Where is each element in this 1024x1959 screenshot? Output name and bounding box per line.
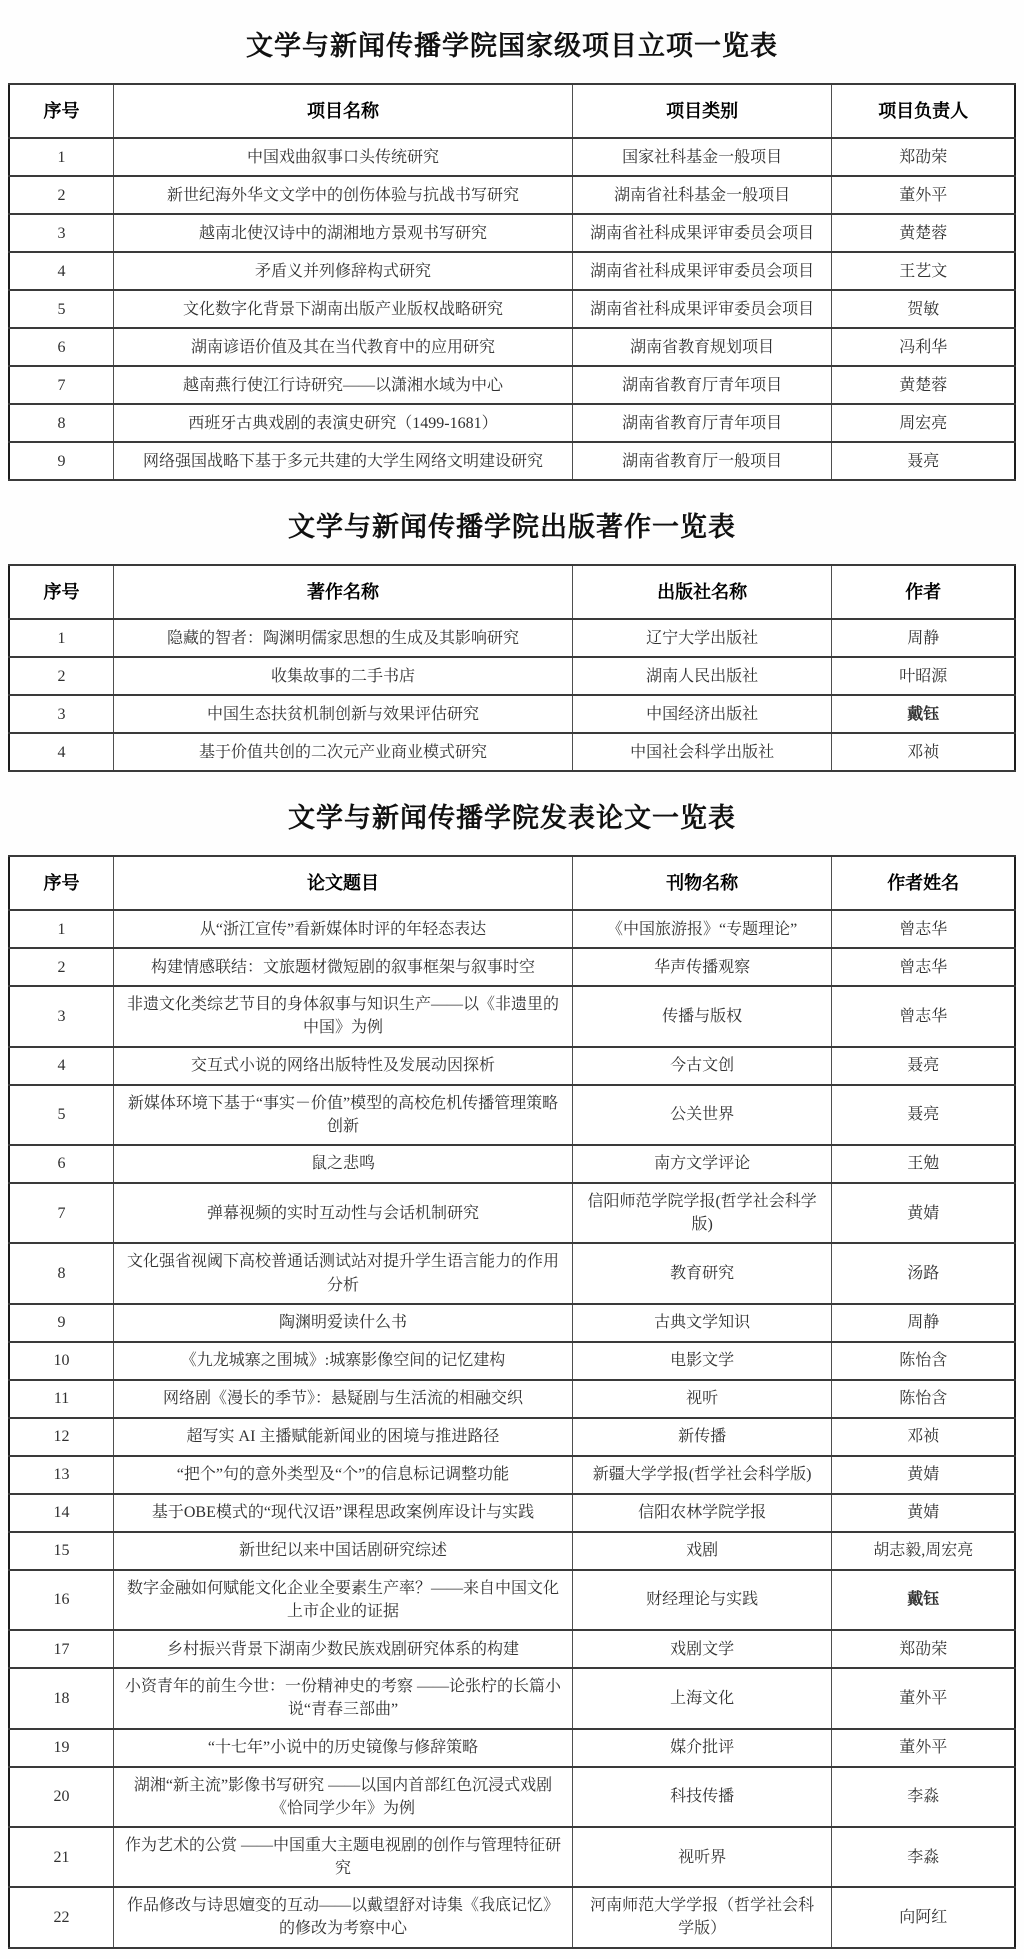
column-header: 作者姓名 xyxy=(832,856,1015,910)
project-leader-cell: 黄楚蓉 xyxy=(832,366,1015,404)
author-cell: 聂亮 xyxy=(832,1085,1015,1145)
column-header: 序号 xyxy=(9,856,114,910)
publisher-cell: 中国经济出版社 xyxy=(572,695,832,733)
serial-cell: 7 xyxy=(9,1183,114,1243)
project-leader-cell: 冯利华 xyxy=(832,328,1015,366)
project-leader-cell: 黄楚蓉 xyxy=(832,214,1015,252)
serial-cell: 6 xyxy=(9,1145,114,1183)
project-category-cell: 湖南省教育厅青年项目 xyxy=(572,366,832,404)
projects-table-title: 文学与新闻传播学院国家级项目立项一览表 xyxy=(246,31,778,61)
column-header: 项目负责人 xyxy=(832,84,1015,138)
book-title-cell: 基于价值共创的二次元产业商业模式研究 xyxy=(114,733,573,771)
paper-title-cell: 文化强省视阈下高校普通话测试站对提升学生语言能力的作用分析 xyxy=(114,1243,573,1303)
table-row xyxy=(9,1570,1015,1630)
journal-cell: 公关世界 xyxy=(572,1085,832,1145)
table-row xyxy=(9,1342,1015,1380)
project-name-cell: 新世纪海外华文文学中的创伤体验与抗战书写研究 xyxy=(114,176,573,214)
project-name-cell: 越南北使汉诗中的湖湘地方景观书写研究 xyxy=(114,214,573,252)
table-row xyxy=(9,214,1015,252)
paper-title-cell: 数字金融如何赋能文化企业全要素生产率？——来自中国文化上市企业的证据 xyxy=(114,1570,573,1630)
serial-cell: 6 xyxy=(9,328,114,366)
journal-cell: 新传播 xyxy=(572,1418,832,1456)
journal-cell: 南方文学评论 xyxy=(572,1145,832,1183)
serial-cell: 1 xyxy=(9,619,114,657)
table-row xyxy=(9,1887,1015,1947)
column-header: 出版社名称 xyxy=(572,565,832,619)
paper-title-cell: 作为艺术的公赏 ——中国重大主题电视剧的创作与管理特征研究 xyxy=(114,1827,573,1887)
serial-cell: 7 xyxy=(9,366,114,404)
table-row xyxy=(9,695,1015,733)
table-row xyxy=(9,1827,1015,1887)
table-row xyxy=(9,657,1015,695)
table-row xyxy=(9,138,1015,176)
paper-title-cell: 弹幕视频的实时互动性与会话机制研究 xyxy=(114,1183,573,1243)
author-cell: 周静 xyxy=(832,619,1015,657)
author-cell: 曾志华 xyxy=(832,910,1015,948)
author-cell: 曾志华 xyxy=(832,948,1015,986)
paper-title-cell: 新世纪以来中国话剧研究综述 xyxy=(114,1532,573,1570)
serial-cell: 12 xyxy=(9,1418,114,1456)
table-row xyxy=(9,1418,1015,1456)
project-category-cell: 湖南省教育厅一般项目 xyxy=(572,442,832,480)
paper-title-cell: 从“浙江宣传”看新媒体时评的年轻态表达 xyxy=(114,910,573,948)
author-cell: 戴钰 xyxy=(832,1570,1015,1630)
serial-cell: 18 xyxy=(9,1668,114,1728)
serial-cell: 4 xyxy=(9,1047,114,1085)
serial-cell: 5 xyxy=(9,290,114,328)
table-row xyxy=(9,1456,1015,1494)
journal-cell: 河南师范大学学报（哲学社会科学版） xyxy=(572,1887,832,1947)
paper-title-cell: 乡村振兴背景下湖南少数民族戏剧研究体系的构建 xyxy=(114,1630,573,1668)
table-row xyxy=(9,1767,1015,1827)
paper-title-cell: 小资青年的前生今世：一份精神史的考察 ——论张柠的长篇小说“青春三部曲” xyxy=(114,1668,573,1728)
serial-cell: 20 xyxy=(9,1767,114,1827)
author-cell: 李淼 xyxy=(832,1827,1015,1887)
paper-title-cell: 陶渊明爱读什么书 xyxy=(114,1304,573,1342)
journal-cell: 视听 xyxy=(572,1380,832,1418)
author-cell: 曾志华 xyxy=(832,986,1015,1046)
table-row xyxy=(9,948,1015,986)
project-name-cell: 网络强国战略下基于多元共建的大学生网络文明建设研究 xyxy=(114,442,573,480)
projects-table xyxy=(8,83,1016,481)
serial-cell: 3 xyxy=(9,986,114,1046)
table-row xyxy=(9,1668,1015,1728)
papers-table-title: 文学与新闻传播学院发表论文一览表 xyxy=(288,803,736,834)
author-cell: 黄婧 xyxy=(832,1456,1015,1494)
journal-cell: 传播与版权 xyxy=(572,986,832,1046)
project-leader-cell: 周宏亮 xyxy=(832,404,1015,442)
paper-title-cell: 新媒体环境下基于“事实－价值”模型的高校危机传播管理策略创新 xyxy=(114,1085,573,1145)
project-name-cell: 文化数字化背景下湖南出版产业版权战略研究 xyxy=(114,290,573,328)
project-category-cell: 湖南省教育规划项目 xyxy=(572,328,832,366)
table-row xyxy=(9,619,1015,657)
serial-cell: 11 xyxy=(9,1380,114,1418)
table-row xyxy=(9,442,1015,480)
author-cell: 周静 xyxy=(832,1304,1015,1342)
author-cell: 郑劭荣 xyxy=(832,1630,1015,1668)
author-cell: 向阿红 xyxy=(832,1887,1015,1947)
serial-cell: 3 xyxy=(9,214,114,252)
column-header: 项目名称 xyxy=(114,84,573,138)
journal-cell: 媒介批评 xyxy=(572,1729,832,1767)
serial-cell: 2 xyxy=(9,176,114,214)
table-row xyxy=(9,1630,1015,1668)
books-header-row xyxy=(9,565,1015,619)
table-row xyxy=(9,1145,1015,1183)
journal-cell: 华声传播观察 xyxy=(572,948,832,986)
author-cell: 李淼 xyxy=(832,1767,1015,1827)
table-row xyxy=(9,1047,1015,1085)
serial-cell: 1 xyxy=(9,138,114,176)
author-cell: 黄婧 xyxy=(832,1183,1015,1243)
column-header: 序号 xyxy=(9,565,114,619)
table-row xyxy=(9,176,1015,214)
project-category-cell: 湖南省社科成果评审委员会项目 xyxy=(572,290,832,328)
table-row xyxy=(9,910,1015,948)
table-row xyxy=(9,1183,1015,1243)
author-cell: 邓祯 xyxy=(832,1418,1015,1456)
project-leader-cell: 贺敏 xyxy=(832,290,1015,328)
author-cell: 王勉 xyxy=(832,1145,1015,1183)
project-category-cell: 国家社科基金一般项目 xyxy=(572,138,832,176)
author-cell: 戴钰 xyxy=(832,695,1015,733)
serial-cell: 15 xyxy=(9,1532,114,1570)
table-row xyxy=(9,1304,1015,1342)
books-section xyxy=(8,505,1016,772)
serial-cell: 14 xyxy=(9,1494,114,1532)
table-row xyxy=(9,1243,1015,1303)
publisher-cell: 湖南人民出版社 xyxy=(572,657,832,695)
paper-title-cell: 交互式小说的网络出版特性及发展动因探析 xyxy=(114,1047,573,1085)
column-header: 项目类别 xyxy=(572,84,832,138)
serial-cell: 4 xyxy=(9,252,114,290)
serial-cell: 2 xyxy=(9,948,114,986)
paper-title-cell: “把个”句的意外类型及“个”的信息标记调整功能 xyxy=(114,1456,573,1494)
serial-cell: 5 xyxy=(9,1085,114,1145)
journal-cell: 戏剧文学 xyxy=(572,1630,832,1668)
journal-cell: 科技传播 xyxy=(572,1767,832,1827)
paper-title-cell: 超写实 AI 主播赋能新闻业的困境与推进路径 xyxy=(114,1418,573,1456)
serial-cell: 19 xyxy=(9,1729,114,1767)
author-cell: 董外平 xyxy=(832,1729,1015,1767)
serial-cell: 17 xyxy=(9,1630,114,1668)
journal-cell: 戏剧 xyxy=(572,1532,832,1570)
table-row xyxy=(9,1085,1015,1145)
projects-header-row xyxy=(9,84,1015,138)
column-header: 刊物名称 xyxy=(572,856,832,910)
author-cell: 邓祯 xyxy=(832,733,1015,771)
serial-cell: 3 xyxy=(9,695,114,733)
project-category-cell: 湖南省社科成果评审委员会项目 xyxy=(572,252,832,290)
paper-title-cell: 《九龙城寨之围城》:城寨影像空间的记忆建构 xyxy=(114,1342,573,1380)
project-name-cell: 越南燕行使江行诗研究——以潇湘水域为中心 xyxy=(114,366,573,404)
publisher-cell: 辽宁大学出版社 xyxy=(572,619,832,657)
project-leader-cell: 郑劭荣 xyxy=(832,138,1015,176)
serial-cell: 16 xyxy=(9,1570,114,1630)
table-row xyxy=(9,1380,1015,1418)
papers-section xyxy=(8,796,1016,1948)
journal-cell: 电影文学 xyxy=(572,1342,832,1380)
project-leader-cell: 聂亮 xyxy=(832,442,1015,480)
column-header: 著作名称 xyxy=(114,565,573,619)
paper-title-cell: 构建情感联结：文旅题材微短剧的叙事框架与叙事时空 xyxy=(114,948,573,986)
journal-cell: 视听界 xyxy=(572,1827,832,1887)
paper-title-cell: “十七年”小说中的历史镜像与修辞策略 xyxy=(114,1729,573,1767)
table-row xyxy=(9,404,1015,442)
serial-cell: 8 xyxy=(9,1243,114,1303)
books-table-title: 文学与新闻传播学院出版著作一览表 xyxy=(288,512,736,543)
project-name-cell: 矛盾义并列修辞构式研究 xyxy=(114,252,573,290)
project-name-cell: 湖南谚语价值及其在当代教育中的应用研究 xyxy=(114,328,573,366)
journal-cell: 信阳师范学院学报(哲学社会科学版) xyxy=(572,1183,832,1243)
journal-cell: 《中国旅游报》“专题理论” xyxy=(572,910,832,948)
column-header: 作者 xyxy=(832,565,1015,619)
project-category-cell: 湖南省社科成果评审委员会项目 xyxy=(572,214,832,252)
column-header: 序号 xyxy=(9,84,114,138)
serial-cell: 13 xyxy=(9,1456,114,1494)
serial-cell: 1 xyxy=(9,910,114,948)
table-row xyxy=(9,986,1015,1046)
journal-cell: 上海文化 xyxy=(572,1668,832,1728)
book-title-cell: 隐藏的智者：陶渊明儒家思想的生成及其影响研究 xyxy=(114,619,573,657)
journal-cell: 古典文学知识 xyxy=(572,1304,832,1342)
author-cell: 汤路 xyxy=(832,1243,1015,1303)
author-cell: 陈怡含 xyxy=(832,1342,1015,1380)
paper-title-cell: 鼠之悲鸣 xyxy=(114,1145,573,1183)
serial-cell: 2 xyxy=(9,657,114,695)
author-cell: 黄婧 xyxy=(832,1494,1015,1532)
journal-cell: 财经理论与实践 xyxy=(572,1570,832,1630)
journal-cell: 新疆大学学报(哲学社会科学版) xyxy=(572,1456,832,1494)
column-header: 论文题目 xyxy=(114,856,573,910)
paper-title-cell: 湖湘“新主流”影像书写研究 ——以国内首部红色沉浸式戏剧《恰同学少年》为例 xyxy=(114,1767,573,1827)
journal-cell: 今古文创 xyxy=(572,1047,832,1085)
journal-cell: 教育研究 xyxy=(572,1243,832,1303)
serial-cell: 9 xyxy=(9,1304,114,1342)
table-row xyxy=(9,252,1015,290)
project-category-cell: 湖南省社科基金一般项目 xyxy=(572,176,832,214)
paper-title-cell: 非遗文化类综艺节目的身体叙事与知识生产——以《非遗里的中国》为例 xyxy=(114,986,573,1046)
serial-cell: 8 xyxy=(9,404,114,442)
serial-cell: 9 xyxy=(9,442,114,480)
papers-header-row xyxy=(9,856,1015,910)
author-cell: 胡志毅,周宏亮 xyxy=(832,1532,1015,1570)
paper-title-cell: 作品修改与诗思嬗变的互动——以戴望舒对诗集《我底记忆》的修改为考察中心 xyxy=(114,1887,573,1947)
table-row xyxy=(9,1532,1015,1570)
book-title-cell: 中国生态扶贫机制创新与效果评估研究 xyxy=(114,695,573,733)
table-row xyxy=(9,1729,1015,1767)
project-category-cell: 湖南省教育厅青年项目 xyxy=(572,404,832,442)
table-row xyxy=(9,290,1015,328)
serial-cell: 21 xyxy=(9,1827,114,1887)
books-table xyxy=(8,564,1016,772)
author-cell: 董外平 xyxy=(832,1668,1015,1728)
projects-section xyxy=(8,24,1016,481)
publisher-cell: 中国社会科学出版社 xyxy=(572,733,832,771)
paper-title-cell: 基于OBE模式的“现代汉语”课程思政案例库设计与实践 xyxy=(114,1494,573,1532)
table-row xyxy=(9,366,1015,404)
table-row xyxy=(9,1494,1015,1532)
book-title-cell: 收集故事的二手书店 xyxy=(114,657,573,695)
table-row xyxy=(9,328,1015,366)
serial-cell: 10 xyxy=(9,1342,114,1380)
project-leader-cell: 董外平 xyxy=(832,176,1015,214)
author-cell: 叶昭源 xyxy=(832,657,1015,695)
serial-cell: 4 xyxy=(9,733,114,771)
serial-cell: 22 xyxy=(9,1887,114,1947)
paper-title-cell: 网络剧《漫长的季节》：悬疑剧与生活流的相融交织 xyxy=(114,1380,573,1418)
project-name-cell: 西班牙古典戏剧的表演史研究（1499-1681） xyxy=(114,404,573,442)
project-leader-cell: 王艺文 xyxy=(832,252,1015,290)
table-row xyxy=(9,733,1015,771)
journal-cell: 信阳农林学院学报 xyxy=(572,1494,832,1532)
project-name-cell: 中国戏曲叙事口头传统研究 xyxy=(114,138,573,176)
author-cell: 聂亮 xyxy=(832,1047,1015,1085)
papers-table xyxy=(8,855,1016,1948)
author-cell: 陈怡含 xyxy=(832,1380,1015,1418)
